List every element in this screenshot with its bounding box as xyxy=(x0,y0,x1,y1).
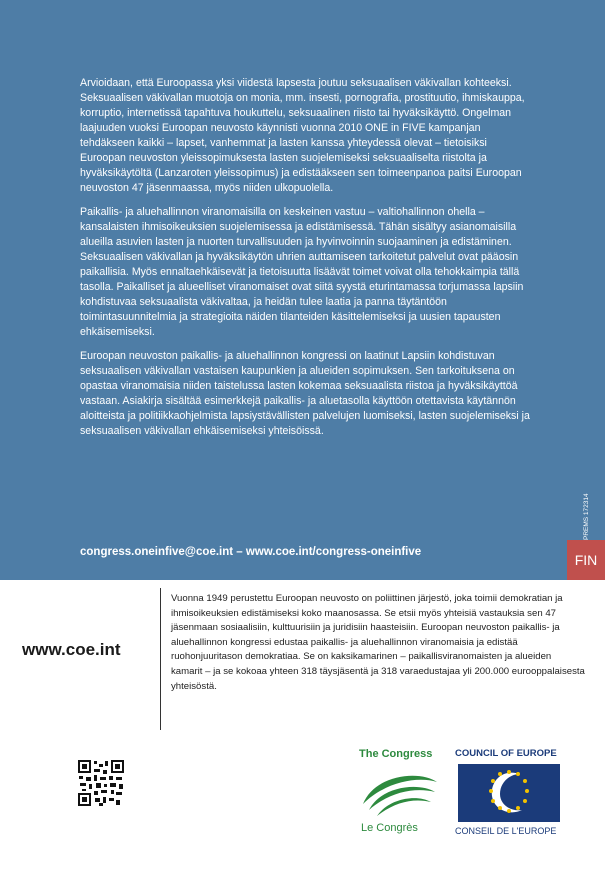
congress-logo-title: The Congress xyxy=(359,748,433,760)
about-text: Vuonna 1949 perustettu Euroopan neuvosto on poliittinen järjestö, joka toimii demokratian ja ihmisoikeuksien edistämiseksi koko maanosassa. Se etsii myös yhteisiä vastauksia sen 47 jäsenmaan sosiaalisiin, kulttuurisiin ja juridisiin haasteisiin. Euroopan neuvoston paikallis- ja aluehallinnon kongressi edustaa paikallis- ja aluehallinnon viranomaisia ja edistää ruohonjuuritason demokratiaa. Se on kaksikamarinen – paikallisviranomaisten ja alueiden kamarit – ja se kokoaa yhteen 318 täysjäsentä ja 318 varaedustajaa yli 200.000 eurooppalaisesta yhteisöstä. xyxy=(160,588,585,730)
qr-code-icon xyxy=(78,760,124,806)
body-text xyxy=(80,76,532,448)
congress-swoosh-icon xyxy=(355,764,440,822)
congress-logo xyxy=(355,748,440,838)
paragraph-2: Paikallis- ja aluehallinnon viranomaisilla on keskeinen vastuu – valtiohallinnon ohella – kansalaisten ihmisoikeuksien suojelemisessa ja edistämisessä. Tähän sisältyy asianomaisilla alueilla asuvien lasten ja nuorten turvallisuuden ja hyvinvoinnin suojaaminen ja edistäminen. Seksuaalisen väkivallan ja hyväksikäytön uhrien auttamiseen tarkoitetut palvelut ovat pääosin paikallisia. Myös ennaltaehkäisevät ja tietoisuutta lisäävät toimet voivat olla tehokkaimpia tällä tasolla. Paikalliset ja alueelliset viranomaiset ovat siitä syystä eturintamassa torjumassa lapsiin kohdistuvaa seksuaalista väkivaltaa, ja heidän tulee laatia ja panna täytäntöön toimintasuunnitelmia ja strategioita näiden tilanteiden käsittelemiseksi ja uusien tapausten ehkäisemiseksi. xyxy=(80,206,524,338)
paragraph-1: Arvioidaan, että Euroopassa yksi viidestä lapsesta joutuu seksuaalisen väkivallan kohteeksi. Seksuaalisen väkivallan muotoja on monia, mm. insesti, pornografia, prostituutio, ihmiskauppa, korruptio, internetissä tapahtuva houkuttelu, seksuaalinen riisto tai hyväksikäyttö. Ongelman laajuuden vuoksi Euroopan neuvosto käynnisti vuonna 2010 ONE in FIVE kampanjan tehdäkseen kaikki – lapset, vanhemmat ja lasten kanssa yhteydessä olevat – tietoisiksi Euroopan neuvoston yleissopimuksesta lasten suojelemiseksi seksuaaliselta riistolta ja hyväksikäytöltä (Lanzaroten yleissopimus) ja edistääkseen sen toimeenpanoa paitsi Euroopan neuvoston 47 jäsenmaassa, myös niiden ulkopuolella. xyxy=(80,77,525,194)
coe-stars-icon xyxy=(458,764,560,822)
council-of-europe-logo xyxy=(455,748,563,840)
coe-emblem xyxy=(458,764,560,822)
language-tab: FIN xyxy=(567,540,605,580)
prems-code xyxy=(583,480,595,540)
coe-logo-title: COUNCIL OF EUROPE xyxy=(455,748,557,759)
congress-logo-subtitle: Le Congrès xyxy=(361,822,418,834)
coe-logo-subtitle: CONSEIL DE L'EUROPE xyxy=(455,826,557,836)
prems-code-text: PREMS 172314 xyxy=(583,493,590,540)
paragraph-3: Euroopan neuvoston paikallis- ja aluehallinnon kongressi on laatinut Lapsiin kohdistuvan seksuaalisen väkivallan vastaisen kaupunkien ja alueiden sopimuksen. Sen tarkoituksena on opastaa viranomaisia niiden taistelussa lasten kokemaa seksuaalista riistoa ja hyväksikäyttöä vastaan. Asiakirja sisältää esimerkkejä paikallis- ja aluetasolla käyttöön otettavista käytännön aloitteista ja politiikkaohjelmista lapsiystävällisten palvelujen luomiseksi, lasten suojelemiseksi ja seksuaalisen väkivallan ehkäisemiseksi yhteisöissä. xyxy=(80,350,530,437)
contact-line[interactable]: congress.oneinfive@coe.int – www.coe.int/congress-oneinfive xyxy=(80,546,422,558)
website-link[interactable]: www.coe.int xyxy=(22,640,121,659)
